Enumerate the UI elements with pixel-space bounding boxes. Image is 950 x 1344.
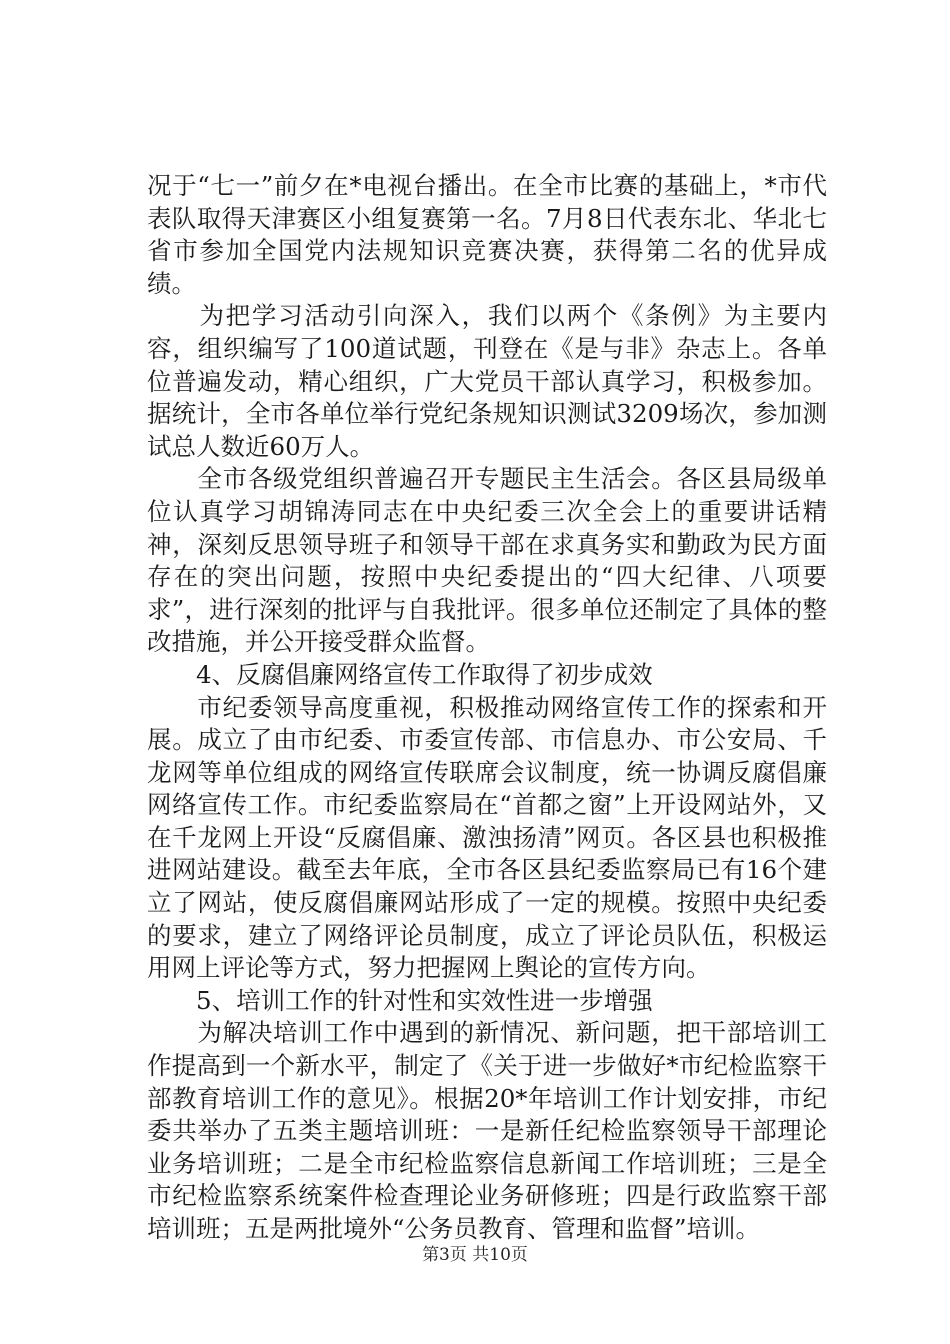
page-footer bbox=[0, 1244, 950, 1266]
paragraph-training: 为解决培训工作中遇到的新情况、新问题，把干部培训工作提高到一个新水平，制定了《关于进一步做好*市纪检监察干部教育培训工作的意见》。根据20*年培训工作计划安排，市纪委共举办了五类主题培训班：一是新任纪检监察领导干部理论业务培训班；二是全市纪检监察信息新闻工作培训班；三是全市纪检监察系统案件检查理论业务研修班；四是行政监察干部培训班；五是两批境外“公务员教育、管理和监督”培训。 bbox=[147, 1018, 827, 1243]
document-body bbox=[147, 170, 827, 1246]
section-heading-4: 4、反腐倡廉网络宣传工作取得了初步成效 bbox=[147, 659, 653, 689]
paragraph-network-publicity: 市纪委领导高度重视，积极推动网络宣传工作的探索和开展。成立了由市纪委、市委宣传部、市信息办、市公安局、千龙网等单位组成的网络宣传联席会议制度，统一协调反腐倡廉网络宣传工作。市纪委监察局在“首都之窗”上开设网站外，又在千龙网上开设“反腐倡廉、激浊扬清”网页。各区县也积极推进网站建设。截至去年底，全市各区县纪委监察局已有16个建立了网站，使反腐倡廉网站形成了一定的规模。按照中央纪委的要求，建立了网络评论员制度，成立了评论员队伍，积极运用网上评论等方式，努力把握网上舆论的宣传方向。 bbox=[147, 692, 827, 983]
paragraph-life-meetings: 全市各级党组织普遍召开专题民主生活会。各区县局级单位认真学习胡锦涛同志在中央纪委三次全会上的重要讲话精神，深刻反思领导班子和领导干部在求真务实和勤政为民方面存在的突出问题，按照中央纪委提出的“四大纪律、八项要求”，进行深刻的批评与自我批评。很多单位还制定了具体的整改措施，并公开接受群众监督。 bbox=[147, 464, 827, 657]
paragraph-quiz-activity: 为把学习活动引向深入，我们以两个《条例》为主要内容，组织编写了100道试题，刊登在《是与非》杂志上。各单位普遍发动，精心组织，广大党员干部认真学习，积极参加。据统计，全市各单位举行党纪条规知识测试3209场次，参加测试总人数近60万人。 bbox=[147, 301, 827, 461]
page-number-label: 第3页 共10页 bbox=[422, 1245, 528, 1265]
section-heading-5: 5、培训工作的针对性和实效性进一步增强 bbox=[147, 985, 653, 1015]
paragraph-continuation: 况于“七一”前夕在*电视台播出。在全市比赛的基础上，*市代表队取得天津赛区小组复赛第一名。7月8日代表东北、华北七省市参加全国党内法规知识竞赛决赛，获得第二名的优异成绩。 bbox=[147, 171, 827, 298]
